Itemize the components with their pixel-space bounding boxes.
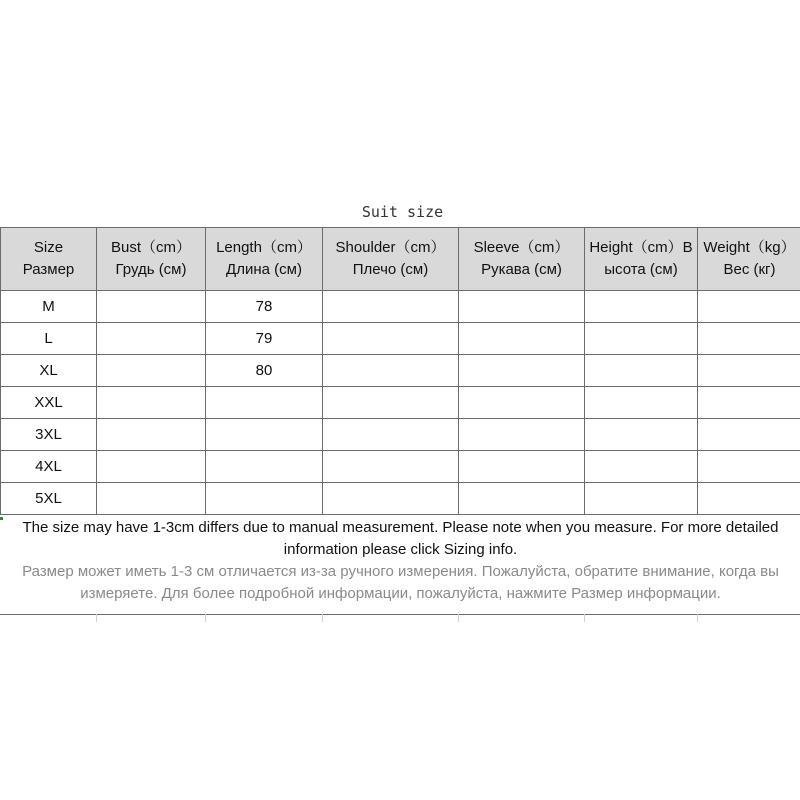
bust-cell: [97, 419, 206, 451]
size-cell: 4XL: [1, 451, 97, 483]
shoulder-cell: [323, 387, 459, 419]
length-cell: 80: [206, 355, 323, 387]
height-cell: [585, 451, 698, 483]
shoulder-cell: [323, 419, 459, 451]
weight-cell: [698, 483, 800, 515]
column-tick: [205, 614, 206, 622]
table-row: [1, 387, 800, 419]
column-tick: [697, 614, 698, 622]
column-tick: [96, 614, 97, 622]
sleeve-cell: [459, 355, 585, 387]
shoulder-cell: [323, 291, 459, 323]
table-row: [1, 291, 800, 323]
header-size: [1, 228, 97, 291]
bust-cell: [97, 323, 206, 355]
weight-cell: [698, 387, 800, 419]
sleeve-cell: [459, 323, 585, 355]
table-row: [1, 451, 800, 483]
bust-cell: [97, 355, 206, 387]
weight-cell: [698, 355, 800, 387]
header-shoulder-en: Shoulder（cm）: [335, 239, 446, 256]
header-sleeve-en: Sleeve（cm）: [473, 239, 570, 256]
header-weight-ru: Вес (кг): [723, 261, 776, 278]
header-height-en: Height（cm）В: [589, 239, 693, 256]
length-cell: 79: [206, 323, 323, 355]
bust-cell: [97, 387, 206, 419]
shoulder-cell: [323, 451, 459, 483]
bust-cell: [97, 451, 206, 483]
header-shoulder-ru: Плечо (см): [352, 261, 429, 278]
note-russian: Размер может иметь 1-3 см отличается из-за ручного измерения. Пожалуйста, обратите внимание, когда вы измеряете. Для более подробной информации, пожалуйста, нажмите Размер информации.: [22, 563, 779, 602]
sleeve-cell: [459, 387, 585, 419]
size-table: [0, 227, 800, 515]
size-cell: XXL: [1, 387, 97, 419]
header-sleeve: [459, 228, 585, 291]
header-bust-ru: Грудь (см): [115, 261, 187, 278]
sleeve-cell: [459, 483, 585, 515]
table-row: [1, 483, 800, 515]
header-sleeve-ru: Рукава (см): [481, 261, 562, 278]
height-cell: [585, 419, 698, 451]
header-weight: [698, 228, 800, 291]
sleeve-cell: [459, 419, 585, 451]
height-cell: [585, 387, 698, 419]
header-row: [1, 228, 800, 291]
column-tick: [584, 614, 585, 622]
table-row: [1, 419, 800, 451]
header-length-ru: Длина (см): [226, 261, 302, 278]
length-cell: [206, 419, 323, 451]
header-bust-en: Bust（cm）: [110, 239, 191, 256]
measurement-note: [0, 517, 800, 615]
header-height-ru: ысота (см): [604, 261, 678, 278]
length-cell: 78: [206, 291, 323, 323]
height-cell: [585, 323, 698, 355]
header-size-en: Size: [33, 239, 64, 256]
shoulder-cell: [323, 483, 459, 515]
table-row: [1, 355, 800, 387]
sleeve-cell: [459, 291, 585, 323]
header-bust: [97, 228, 206, 291]
header-size-ru: Размер: [22, 261, 75, 278]
column-tick: [322, 614, 323, 622]
header-height: [585, 228, 698, 291]
table-title: Suit size: [361, 203, 444, 221]
header-shoulder: [323, 228, 459, 291]
height-cell: [585, 291, 698, 323]
size-cell: M: [1, 291, 97, 323]
header-length: [206, 228, 323, 291]
bust-cell: [97, 483, 206, 515]
size-cell: 3XL: [1, 419, 97, 451]
size-cell: 5XL: [1, 483, 97, 515]
sleeve-cell: [459, 451, 585, 483]
height-cell: [585, 355, 698, 387]
shoulder-cell: [323, 355, 459, 387]
length-cell: [206, 483, 323, 515]
column-tick: [458, 614, 459, 622]
size-cell: XL: [1, 355, 97, 387]
weight-cell: [698, 291, 800, 323]
note-english: The size may have 1-3cm differs due to manual measurement. Please note when you measure. For more detailed information please click Sizing info.: [22, 519, 779, 558]
weight-cell: [698, 419, 800, 451]
length-cell: [206, 387, 323, 419]
weight-cell: [698, 451, 800, 483]
length-cell: [206, 451, 323, 483]
header-weight-en: Weight（kg）: [703, 239, 796, 256]
shoulder-cell: [323, 323, 459, 355]
header-length-en: Length（cm）: [216, 239, 312, 256]
size-cell: L: [1, 323, 97, 355]
height-cell: [585, 483, 698, 515]
weight-cell: [698, 323, 800, 355]
column-ticks: [0, 614, 800, 622]
bust-cell: [97, 291, 206, 323]
table-row: [1, 323, 800, 355]
